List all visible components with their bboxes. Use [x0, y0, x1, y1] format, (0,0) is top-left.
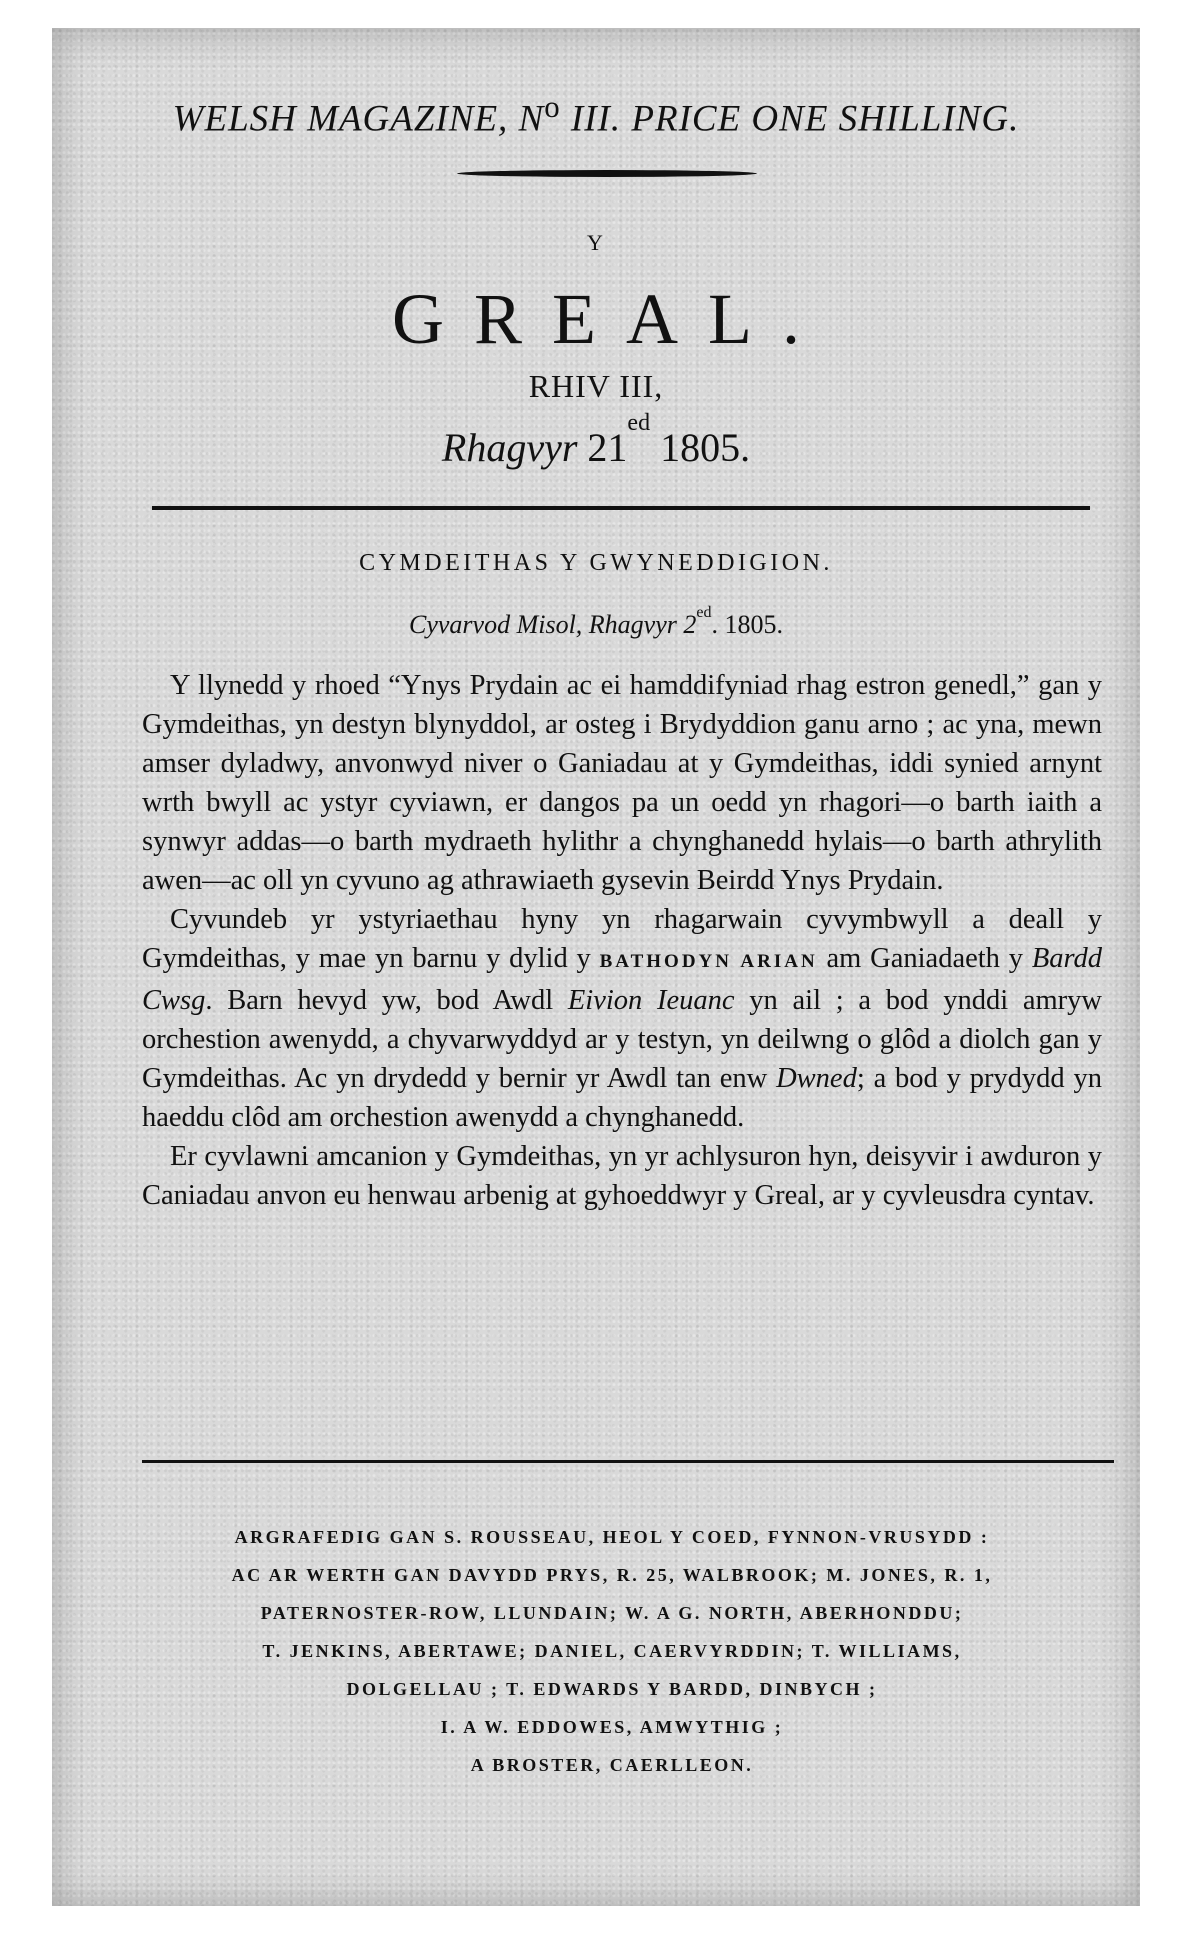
- imprint-line: ARGRAFEDIG GAN S. ROUSSEAU, HEOL Y COED, FYNNON-VRUSYDD :: [234, 1527, 990, 1547]
- work-title-dwned: Dwned: [776, 1063, 857, 1094]
- page-title: GREAL.: [392, 279, 830, 359]
- paragraph-2-text-a: Cyvundeb yr ystyriaethau hyny yn rhagarwain cyvymbwyll a deall y Gymdeithas, y mae yn barnu y dylid y: [142, 904, 1102, 974]
- imprint-line: I. A W. EDDOWES, AMWYTHIG ;: [440, 1717, 784, 1737]
- imprint-line: PATERNOSTER-ROW, LLUNDAIN; W. A G. NORTH, ABERHONDDU;: [260, 1603, 964, 1623]
- masthead-right: III. PRICE ONE SHILLING.: [560, 98, 1020, 140]
- masthead-left: WELSH MAGAZINE, N: [172, 98, 545, 140]
- imprint-line: DOLGELLAU ; T. EDWARDS Y BARDD, DINBYCH ;: [346, 1679, 878, 1699]
- meeting-year: . 1805.: [711, 610, 783, 639]
- footer-divider: [142, 1460, 1114, 1463]
- masthead-number-sign: o: [544, 90, 561, 124]
- masthead: [52, 90, 1140, 140]
- issue-date: [52, 410, 1140, 471]
- paragraph-2: [142, 900, 1102, 1137]
- article-body: [142, 666, 1102, 1215]
- meeting-line: [52, 604, 1140, 640]
- magazine-page: [52, 28, 1140, 1906]
- paragraph-2-text-e: ; a bod y prydydd yn haeddu clôd am orchestion awenydd a chynghanedd.: [142, 1063, 1103, 1133]
- issue-date-year: 1805.: [650, 425, 751, 470]
- imprint-line: AC AR WERTH GAN DAVYDD PRYS, R. 25, WALBROOK; M. JONES, R. 1,: [231, 1565, 993, 1585]
- imprint-line: T. JENKINS, ABERTAWE; DANIEL, CAERVYRDDIN; T. WILLIAMS,: [262, 1641, 962, 1661]
- section-heading: CYMDEITHAS Y GWYNEDDIGION.: [359, 550, 833, 576]
- ornamental-rule: [457, 170, 757, 177]
- issue-part: RHIV III,: [528, 368, 664, 404]
- work-title-eivion-ieuanc: Eivion Ieuanc: [567, 985, 735, 1016]
- title-article: Y: [587, 230, 605, 255]
- paragraph-2-text-c: . Barn hevyd yw, bod Awdl: [205, 985, 568, 1016]
- silver-badge-term: BATHODYN ARIAN: [599, 951, 818, 972]
- paragraph-2-text-b: am Ganiadaeth y: [817, 943, 1032, 974]
- meeting-text: Cyvarvod Misol, Rhagvyr 2: [409, 610, 697, 639]
- work-title-bardd-cwsg: Bardd Cwsg: [142, 943, 1103, 1016]
- imprint-line: A BROSTER, CAERLLEON.: [470, 1755, 754, 1775]
- issue-date-day: 21: [577, 425, 628, 470]
- paragraph-3: Er cyvlawni amcanion y Gymdeithas, yn yr achlysuron hyn, deisyvir i awduron y Caniadau anvon eu henwau arbenig at gyhoeddwyr y Greal, ar y cyvleusdra cyntav.: [142, 1141, 1102, 1211]
- issue-date-suffix: ed: [627, 410, 651, 436]
- paragraph-1: Y llynedd y rhoed “Ynys Prydain ac ei hamddifyniad rhag estron genedl,” gan y Gymdeithas, yn destyn blynyddol, ar osteg i Brydyddion ganu arno ; ac yna, mewn amser dyladwy, anvonwyd niver o Ganiadau at y Gymdeithas, iddi synied arnynt wrth bwyll ac ystyr cyviawn, er dangos pa un oedd yn rhagori—o barth iaith a synwyr addas—o barth mydraeth hylithr a chynghanedd hylais—o barth athrylith awen—ac oll yn cyvuno ag athrawiaeth gysevin Beirdd Ynys Prydain.: [142, 670, 1102, 896]
- imprint: [132, 1518, 1092, 1784]
- issue-date-month: Rhagvyr: [441, 425, 578, 470]
- paragraph-2-text-d: yn ail ; a bod ynddi amryw orchestion awenydd, a chyvarwyddyd ar y testyn, yn deilwng o glôd a diolch gan y Gymdeithas. Ac yn drydedd y bernir yr Awdl tan enw: [142, 985, 1102, 1094]
- meeting-suffix: ed: [696, 604, 712, 621]
- header-divider: [152, 506, 1090, 510]
